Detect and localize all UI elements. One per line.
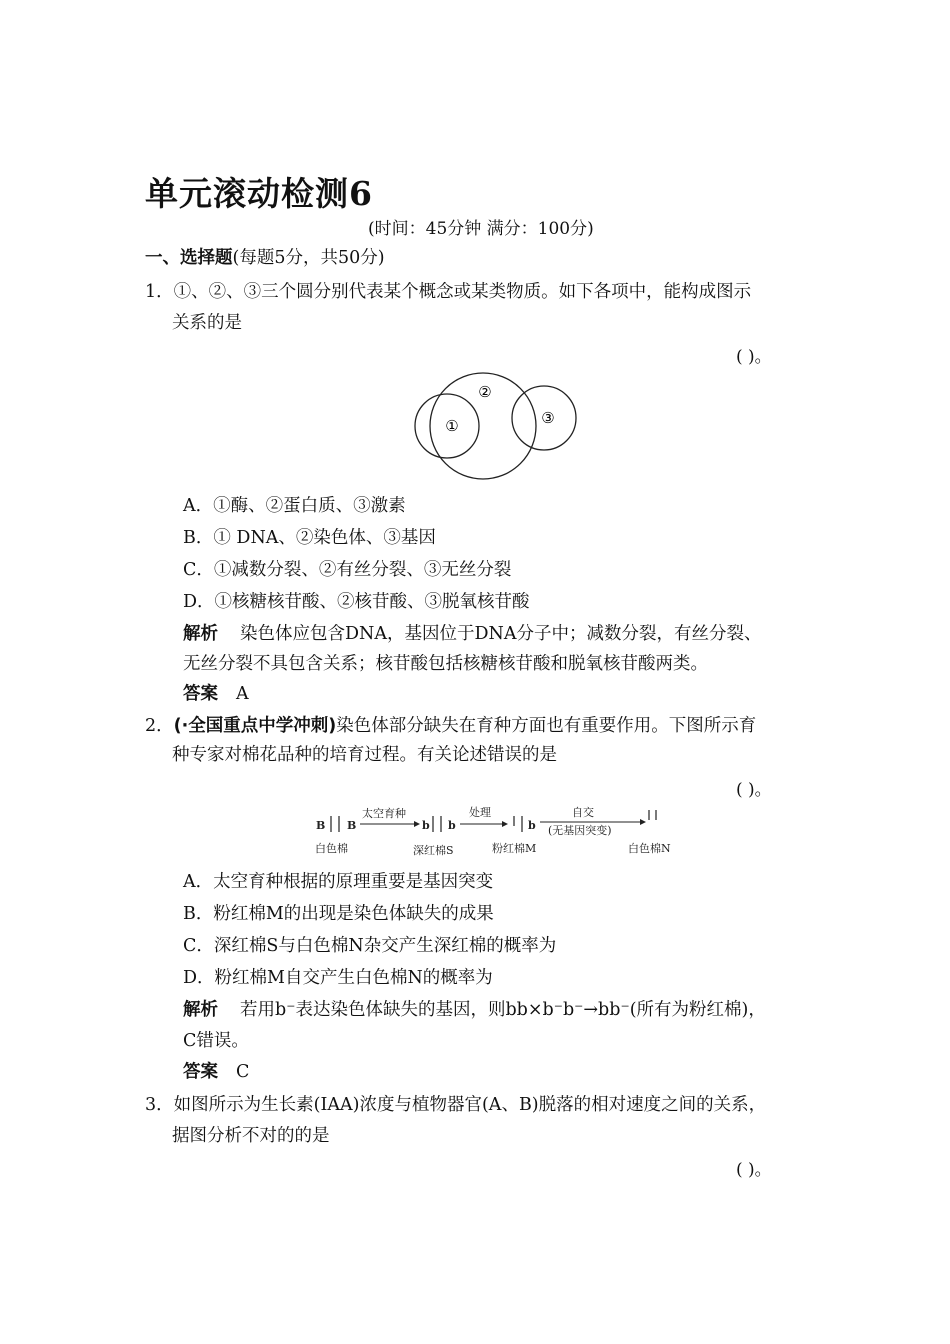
- step-label-2: 处理: [469, 806, 491, 819]
- question-2-stem: [145, 714, 756, 738]
- q1-option-d: D．①核糖核苷酸、②核苷酸、③脱氧核苷酸: [183, 592, 530, 612]
- analysis-text: 染色体应包含DNA，基因位于DNA分子中；减数分裂，有丝分裂、: [240, 624, 762, 644]
- section-heading: [145, 246, 385, 270]
- step-note-3: (无基因突变): [548, 824, 612, 837]
- plant-label-1: 白色棉: [315, 842, 348, 855]
- question-2-stem-cont: 种专家对棉花品种的培育过程。有关论述错误的是: [172, 745, 557, 765]
- analysis-label: 解析: [183, 624, 218, 644]
- label-3: ③: [541, 409, 555, 427]
- question-1-stem-cont: 关系的是: [172, 313, 242, 333]
- q2-option-d: D．粉红棉M自交产生白色棉N的概率为: [183, 968, 493, 988]
- plant-label-3: 粉红棉M: [492, 842, 537, 855]
- exam-info: (时间：45分钟 满分：100分): [368, 219, 594, 239]
- label-1: ①: [445, 417, 459, 435]
- q2-option-c: C．深红棉S与白色棉N杂交产生深红棉的概率为: [183, 936, 557, 956]
- question-3-stem-cont: 据图分析不对的的是: [172, 1126, 330, 1146]
- q1-analysis: [183, 622, 761, 646]
- answer-label: 答案: [183, 1062, 218, 1082]
- section-label: 一、选择题: [145, 248, 233, 268]
- page-title: 单元滚动检测6: [145, 174, 373, 213]
- label-2: ②: [478, 383, 492, 401]
- question-number: 3．: [145, 1095, 174, 1115]
- allele-lower: b: [528, 819, 536, 832]
- arrow-1-head: [414, 821, 420, 827]
- q2-answer: [183, 1060, 249, 1084]
- answer-blank: ( )。: [736, 347, 772, 367]
- allele-upper: B: [316, 819, 326, 832]
- question-number: 1．: [145, 282, 174, 302]
- breeding-diagram: [312, 802, 684, 860]
- question-3-stem: [145, 1093, 766, 1117]
- question-text: 染色体部分缺失在育种方面也有重要作用。下图所示育: [336, 716, 757, 736]
- question-1-stem: [145, 280, 751, 304]
- q2-option-b: B．粉红棉M的出现是染色体缺失的成果: [183, 904, 494, 924]
- q1-option-b: B．① DNA、②染色体、③基因: [183, 528, 436, 548]
- q2-analysis: [183, 998, 766, 1022]
- allele-lower: b: [422, 819, 430, 832]
- question-text: 如图所示为生长素(IAA)浓度与植物器官(A、B)脱落的相对速度之间的关系，: [173, 1095, 767, 1115]
- answer-blank: ( )。: [736, 1160, 772, 1180]
- answer-value: C: [236, 1062, 250, 1082]
- step-label-1: 太空育种: [362, 807, 406, 820]
- answer-blank: ( )。: [736, 780, 772, 800]
- question-source: (·全国重点中学冲刺): [173, 716, 337, 736]
- arrow-3-head: [640, 819, 646, 825]
- arrow-2-head: [502, 821, 508, 827]
- section-note: (每题5分，共50分): [232, 248, 385, 268]
- step-label-3: 自交: [572, 806, 594, 819]
- plant-label-4: 白色棉N: [628, 842, 671, 855]
- question-text: ①、②、③三个圆分别代表某个概念或某类物质。如下各项中，能构成图示: [173, 282, 752, 302]
- q1-option-a: A．①酶、②蛋白质、③激素: [183, 496, 406, 516]
- analysis-text: 若用b⁻表达染色体缺失的基因，则bb×b⁻b⁻→bb⁻(所有为粉红棉)，: [240, 1000, 766, 1020]
- q1-option-c: C．①减数分裂、②有丝分裂、③无丝分裂: [183, 560, 512, 580]
- q1-analysis-cont: 无丝分裂不具包含关系；核苷酸包括核糖核苷酸和脱氧核苷酸两类。: [183, 654, 708, 674]
- answer-label: 答案: [183, 684, 218, 704]
- allele-upper: B: [347, 819, 357, 832]
- q1-answer: [183, 682, 249, 706]
- venn-diagram: [408, 370, 583, 482]
- allele-lower: b: [448, 819, 456, 832]
- q2-option-a: A．太空育种根据的原理重要是基因突变: [183, 872, 494, 892]
- plant-label-2: 深红棉S: [413, 844, 454, 857]
- analysis-label: 解析: [183, 1000, 218, 1020]
- q2-analysis-cont: C错误。: [183, 1031, 249, 1051]
- question-number: 2．: [145, 716, 174, 736]
- answer-value: A: [236, 684, 249, 704]
